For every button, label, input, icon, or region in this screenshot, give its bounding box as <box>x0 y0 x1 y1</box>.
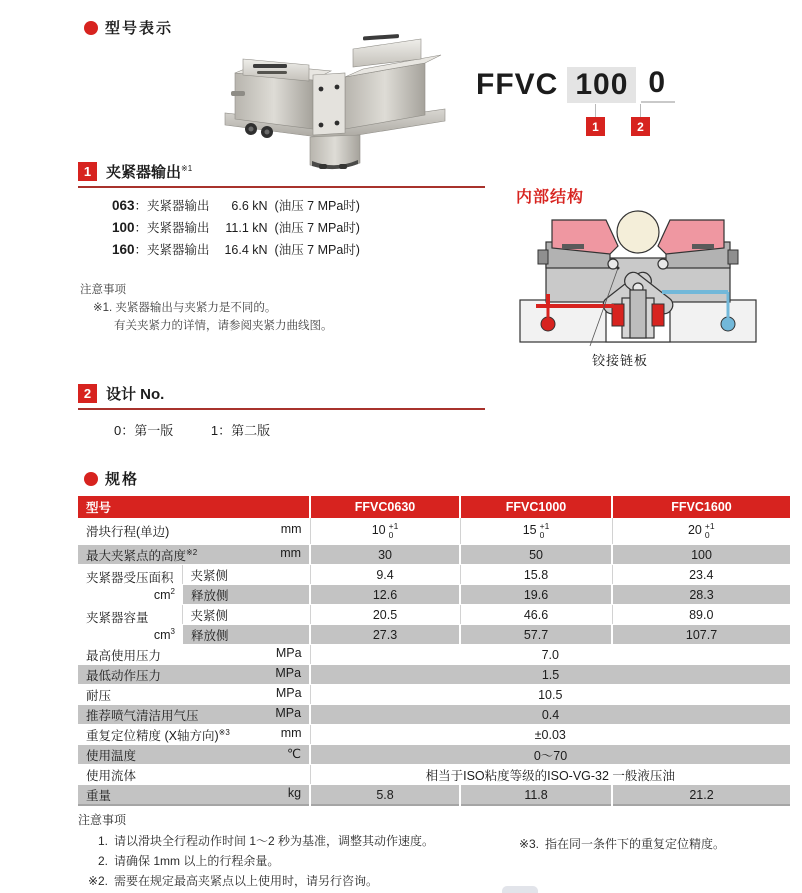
section-2-title: 设计 No. <box>106 386 165 403</box>
item-condition: (油压 7 MPa时) <box>274 221 360 235</box>
row-max-height <box>78 545 790 565</box>
internal-structure-title: 内部结构 <box>516 189 585 206</box>
row-label: 最低动作压力 <box>86 668 162 683</box>
note-line: ※1. 夹紧器输出与夹紧力是不同的。 <box>93 302 277 314</box>
footnote-line: 1. 请以滑块全行程动作时间 1～2 秒为基准，调整其动作速度。 <box>97 834 435 848</box>
item-code: 100 <box>112 220 135 235</box>
product-photo <box>213 33 453 171</box>
section-2-badge: 2 <box>78 384 97 403</box>
row-label: 重复定位精度 (X轴方向) <box>86 728 219 743</box>
clamp-output-item <box>112 218 360 240</box>
cell-value: 23.4 <box>612 565 790 585</box>
cell-value: 12.6 <box>310 585 460 605</box>
row-label: 重量 <box>86 788 112 803</box>
cell-value: 9.4 <box>310 565 460 585</box>
cell-value: 10 <box>371 523 386 538</box>
model-code-block <box>476 66 696 141</box>
cell-value: 30 <box>310 545 460 565</box>
cell-value: 20 <box>687 523 702 538</box>
row-area-release <box>78 585 790 605</box>
item-condition: (油压 7 MPa时) <box>274 199 360 213</box>
callout-line <box>595 104 596 117</box>
model-section-heading <box>84 17 173 38</box>
model-section-title: 型号表示 <box>105 20 174 37</box>
section-1-title-sup: ※1 <box>181 164 193 173</box>
item-code: 063 <box>112 198 135 213</box>
row-label: 最高使用压力 <box>86 648 162 663</box>
row-stroke <box>78 518 790 545</box>
row-unit: $cm^3$ <box>153 627 175 643</box>
row-label-sup: ※2 <box>186 547 198 557</box>
row-label-sup: ※3 <box>218 727 230 737</box>
item-code: 160 <box>112 242 135 257</box>
section-1-badge: 1 <box>78 162 97 181</box>
row-label: 耐压 <box>86 688 112 703</box>
section-1-title-text: 夹紧器输出 <box>106 164 182 181</box>
row-label: 夹紧器容量 <box>86 611 149 625</box>
model-prefix: FFVC <box>476 67 559 101</box>
specs-table <box>78 496 790 806</box>
cell-value: 28.3 <box>612 585 790 605</box>
callout-line <box>640 104 641 117</box>
header-model-3: FFVC1600 <box>612 496 790 518</box>
header-model-2: FFVC1000 <box>460 496 612 518</box>
footnotes-title: 注意事项 <box>78 813 127 827</box>
row-unit: ℃ <box>286 746 302 761</box>
row-area-clamp <box>78 565 790 585</box>
page-bottom-tab <box>502 886 538 893</box>
row-label: 夹紧器受压面积 <box>86 571 174 585</box>
cell-value: 5.8 <box>310 785 460 806</box>
row-label: 推荐喷气清洁用气压 <box>86 708 199 723</box>
row-weight <box>78 785 790 806</box>
cell-value: 50 <box>460 545 612 565</box>
row-label: 使用温度 <box>86 748 137 763</box>
section-2-heading <box>78 383 164 404</box>
row-temperature <box>78 745 790 765</box>
row-label: 最大夹紧点的高度 <box>86 548 187 563</box>
cell-value: 100 <box>612 545 790 565</box>
cell-value: 89.0 <box>612 605 790 625</box>
item-value: 6.6 kN <box>231 199 268 213</box>
item-value: 16.4 kN <box>224 243 268 257</box>
hinge-link-label: 铰接链板 <box>592 353 649 368</box>
footnote-line: 2. 请确保 1mm 以上的行程余量。 <box>97 854 280 868</box>
row-repeatability <box>78 725 790 745</box>
footnotes <box>78 811 790 891</box>
row-unit: MPa <box>275 685 302 700</box>
header-model-1: FFVC0630 <box>310 496 460 518</box>
marker-1-callout <box>586 104 605 136</box>
table-header-row <box>78 496 790 518</box>
notes-title: 注意事项 <box>80 284 126 296</box>
row-unit: kg <box>287 785 302 800</box>
row-unit: MPa <box>275 645 302 660</box>
footnote-right: ※3. 指在同一条件下的重复定位精度。 <box>518 837 726 851</box>
cell-value: 19.6 <box>460 585 612 605</box>
specs-section-title: 规格 <box>105 471 140 488</box>
row-min-pressure <box>78 665 790 685</box>
cell-value: 21.2 <box>612 785 790 806</box>
cell-value: 46.6 <box>460 605 612 625</box>
header-label: 型号 <box>78 496 310 518</box>
sub-label: 夹紧侧 <box>182 565 310 585</box>
tolerance: +1 0 <box>539 521 550 540</box>
row-max-pressure <box>78 645 790 665</box>
cell-value: 107.7 <box>612 625 790 645</box>
design-option-first: 0：第一版 <box>114 423 174 438</box>
cell-value: 15.8 <box>460 565 612 585</box>
internal-structure-diagram <box>518 206 758 348</box>
clamp-output-list <box>112 196 360 262</box>
item-value: 11.1 kN <box>225 221 268 235</box>
cell-value: 7.0 <box>310 645 790 665</box>
row-air-purge <box>78 705 790 725</box>
cell-value: 20.5 <box>310 605 460 625</box>
cell-value: 27.3 <box>310 625 460 645</box>
clamp-output-item <box>112 240 360 262</box>
row-unit: mm <box>280 725 302 740</box>
cell-value: 0.4 <box>310 705 790 725</box>
item-label: ：夹紧器输出 <box>134 243 210 257</box>
internal-structure-figure <box>518 206 758 374</box>
design-no-code: 0 <box>641 66 675 103</box>
row-capacity-clamp <box>78 605 790 625</box>
row-unit: mm <box>280 522 302 536</box>
cell-value: 15 <box>522 523 537 538</box>
row-proof-pressure <box>78 685 790 705</box>
marker-2-badge: 2 <box>631 117 650 136</box>
clamp-output-code: 100 <box>567 67 636 103</box>
footnote-line: ※2. 需要在规定最高夹紧点以上使用时，请另行咨询。 <box>87 874 379 888</box>
section-1-heading <box>78 161 192 182</box>
design-option-second: 1：第二版 <box>210 423 271 438</box>
row-unit: $cm^2$ <box>153 586 175 602</box>
row-capacity-release <box>78 625 790 645</box>
cell-value: 相当于ISO粘度等级的ISO-VG-32 一般液压油 <box>310 765 790 785</box>
item-label: ：夹紧器输出 <box>134 221 210 235</box>
red-dot-icon <box>84 472 98 486</box>
note-line: 有关夹紧力的详情，请参阅夹紧力曲线图。 <box>114 320 333 332</box>
sub-label: 夹紧侧 <box>182 605 310 625</box>
item-condition: (油压 7 MPa时) <box>274 243 360 257</box>
row-unit: MPa <box>275 705 302 720</box>
section-1-rule <box>78 186 485 188</box>
cell-value: 10.5 <box>310 685 790 705</box>
red-dot-icon <box>84 21 98 35</box>
tolerance: +1 0 <box>704 521 715 540</box>
cell-value: 1.5 <box>310 665 790 685</box>
row-unit: MPa <box>275 665 302 680</box>
sub-label: 释放侧 <box>182 585 310 605</box>
row-label: 使用流体 <box>86 768 137 783</box>
row-label: 滑块行程(单边) <box>86 525 170 539</box>
sub-label: 释放侧 <box>182 625 310 645</box>
cell-value: 57.7 <box>460 625 612 645</box>
row-fluid <box>78 765 790 785</box>
cell-value: ±0.03 <box>310 725 790 745</box>
design-no-options <box>114 420 304 439</box>
marker-2-callout <box>631 104 650 136</box>
clamp-output-item <box>112 196 360 218</box>
section-2-rule <box>78 408 485 410</box>
cell-value: 0～70 <box>310 745 790 765</box>
section-1-title <box>106 161 192 182</box>
clamp-output-notes <box>80 281 333 335</box>
marker-1-badge: 1 <box>586 117 605 136</box>
specs-section-heading <box>84 468 139 489</box>
item-label: ：夹紧器输出 <box>134 199 210 213</box>
tolerance: +1 0 <box>388 521 399 540</box>
row-unit: mm <box>280 545 302 560</box>
cell-value: 11.8 <box>460 785 612 806</box>
